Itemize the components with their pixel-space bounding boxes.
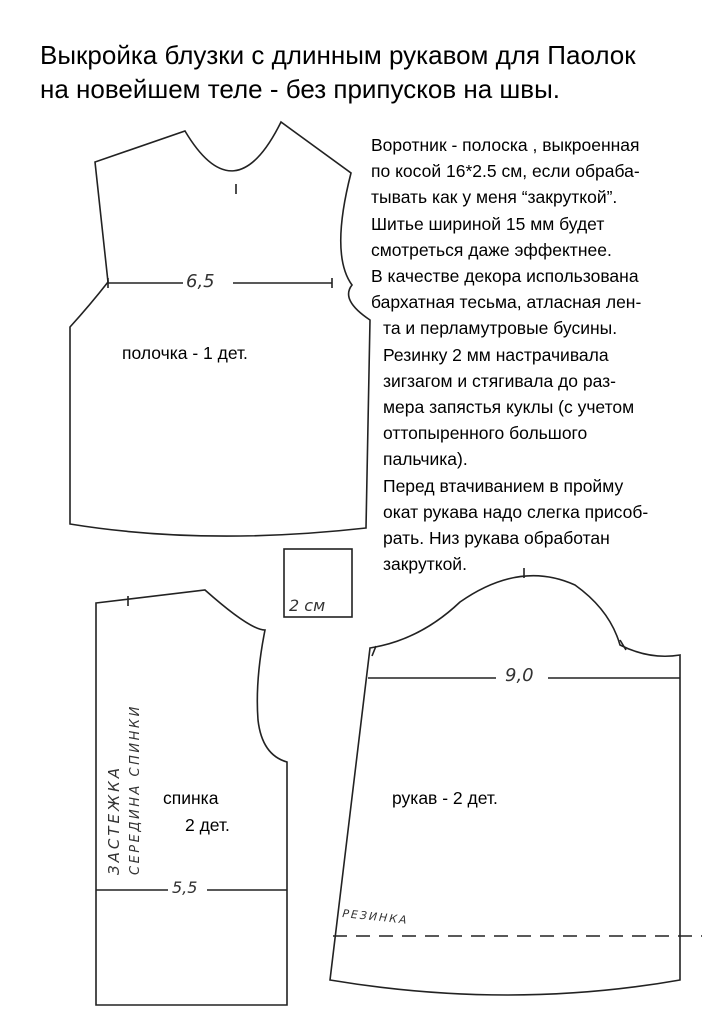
back-center-text: СЕРЕДИНА СПИНКИ: [128, 704, 143, 875]
sleeve-measurement: 9,0: [505, 665, 534, 686]
note-line: пальчика).: [383, 449, 468, 470]
note-line: В качестве декора использована: [371, 266, 639, 287]
title-line-2: на новейшем теле - без припусков на швы.: [40, 74, 560, 104]
back-measurement: 5,5: [172, 878, 198, 897]
front-piece-outline: [70, 122, 370, 536]
note-line: рать. Низ рукава обработан: [383, 528, 610, 549]
title-line-1: Выкройка блузки с длинным рукавом для Паолок: [40, 40, 636, 70]
note-line: Воротник - полоска , выкроенная: [371, 135, 640, 155]
note-line: закруткой.: [383, 554, 467, 575]
sleeve-piece-outline: [330, 576, 680, 995]
front-piece-label: полочка - 1 дет.: [122, 343, 248, 363]
instructions-text: [371, 132, 648, 577]
note-line: окат рукава надо слегка присоб-: [383, 501, 649, 522]
scale-label: 2 см: [289, 596, 326, 615]
note-line: Резинку 2 мм настрачивала: [383, 344, 609, 365]
back-piece-label-line-2: 2 дет.: [185, 815, 230, 835]
front-measurement: 6,5: [186, 271, 215, 292]
sleeve-elastic-label: РЕЗИНКА: [341, 907, 410, 927]
note-line: по косой 16*2.5 см, если обраба-: [371, 161, 640, 182]
note-line: Шитье шириной 15 мм будет: [371, 213, 605, 234]
note-line: Перед втачиванием в пройму: [383, 475, 624, 496]
note-line: зигзагом и стягивала до раз-: [383, 370, 616, 391]
note-line: бархатная тесьма, атласная лен-: [371, 292, 642, 313]
back-closure-text: ЗАСТЕЖКА: [105, 764, 123, 875]
sleeve-piece-label: рукав - 2 дет.: [392, 788, 498, 808]
note-line: мера запястья куклы (с учетом: [383, 397, 635, 418]
note-line: тывать как у меня “закруткой”.: [371, 187, 618, 208]
note-line: оттопыренного большого: [383, 423, 588, 444]
note-line: та и перламутровые бусины.: [383, 318, 618, 339]
back-piece-label-line-1: спинка: [163, 788, 219, 808]
note-line: смотреться даже эффектнее.: [371, 239, 612, 260]
